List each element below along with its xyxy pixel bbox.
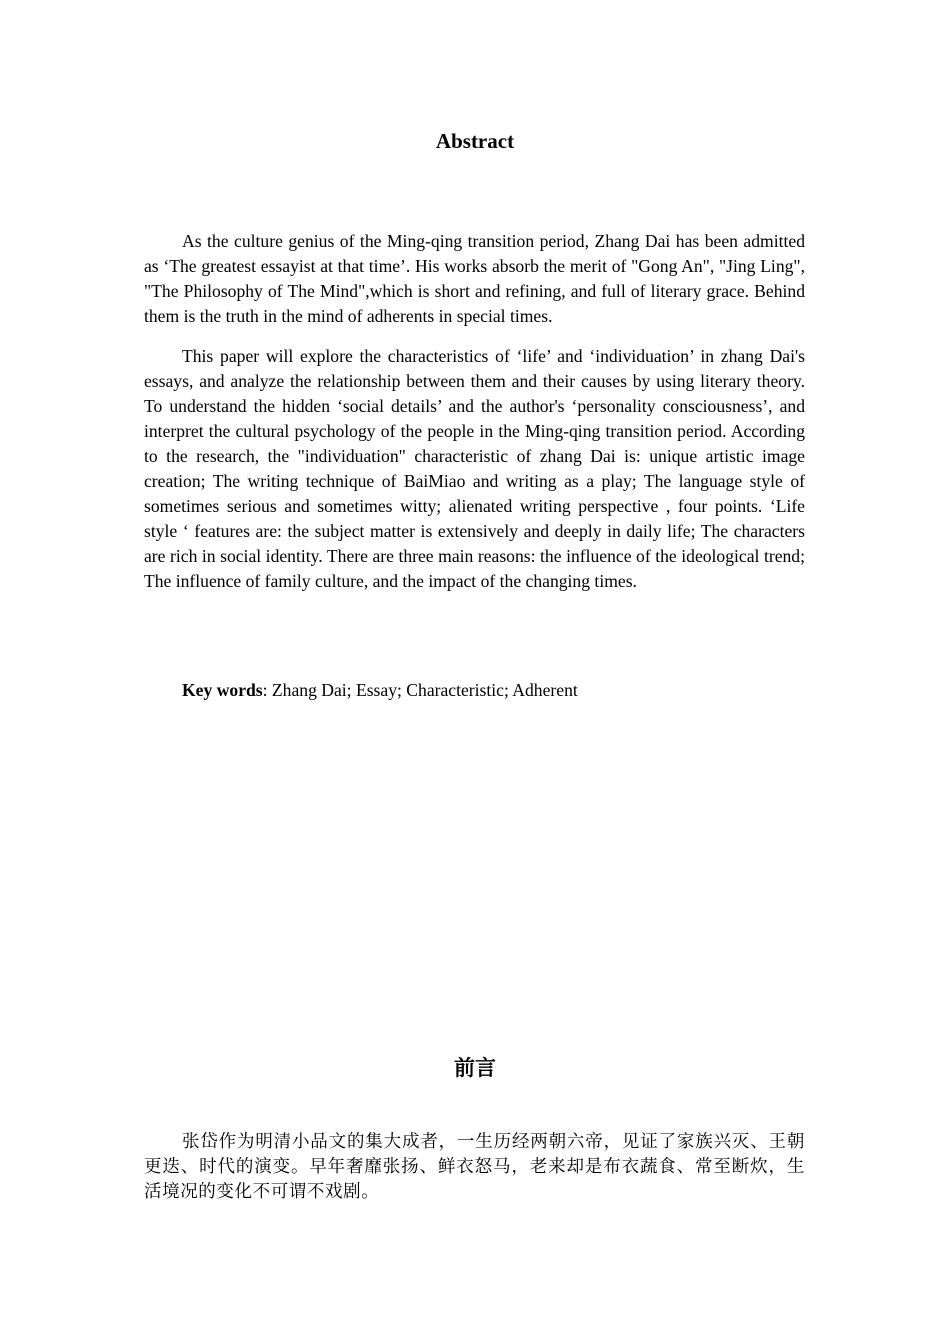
keywords-line — [144, 678, 805, 703]
abstract-paragraph-1: As the culture genius of the Ming-qing transition period, Zhang Dai has been admitted as ‘The greatest essayist at that time’. His works absorb the merit of "Gong An", "Jing Ling", "The Philosophy of The Mind",which is short and refining, and full of literary grace. Behind them is the truth in the mind of adherents in special times. — [144, 231, 805, 326]
preface-paragraph-1: 张岱作为明清小品文的集大成者，一生历经两朝六帝，见证了家族兴灭、王朝更迭、时代的演变。早年奢靡张扬、鲜衣怒马，老来却是布衣蔬食、常至断炊，生活境况的变化不可谓不戏剧。 — [144, 1131, 805, 1201]
abstract-title: Abstract — [435, 129, 515, 153]
abstract-paragraph-2: This paper will explore the characteristics of ‘life’ and ‘individuation’ in zhang Dai's essays, and analyze the relationship between them and their causes by using literary theory. To understand the hidden ‘social details’ and the author's ‘personality consciousness’, and interpret the cultural psychology of the people in the Ming-qing transition period. According to the research, the "individuation" characteristic of zhang Dai is: unique artistic image creation; The writing technique of BaiMiao and writing as a play; The language style of sometimes serious and sometimes witty; alienated writing perspective , four points. ‘Life style ‘ features are: the subject matter is extensively and deeply in daily life; The characters are rich in social identity. There are three main reasons: the influence of the ideological trend; The influence of family culture, and the impact of the changing times. — [144, 346, 805, 591]
keywords-label: Key words — [182, 680, 263, 700]
keywords-text: : Zhang Dai; Essay; Characteristic; Adherent — [262, 680, 578, 700]
preface-title: 前言 — [454, 1056, 496, 1080]
